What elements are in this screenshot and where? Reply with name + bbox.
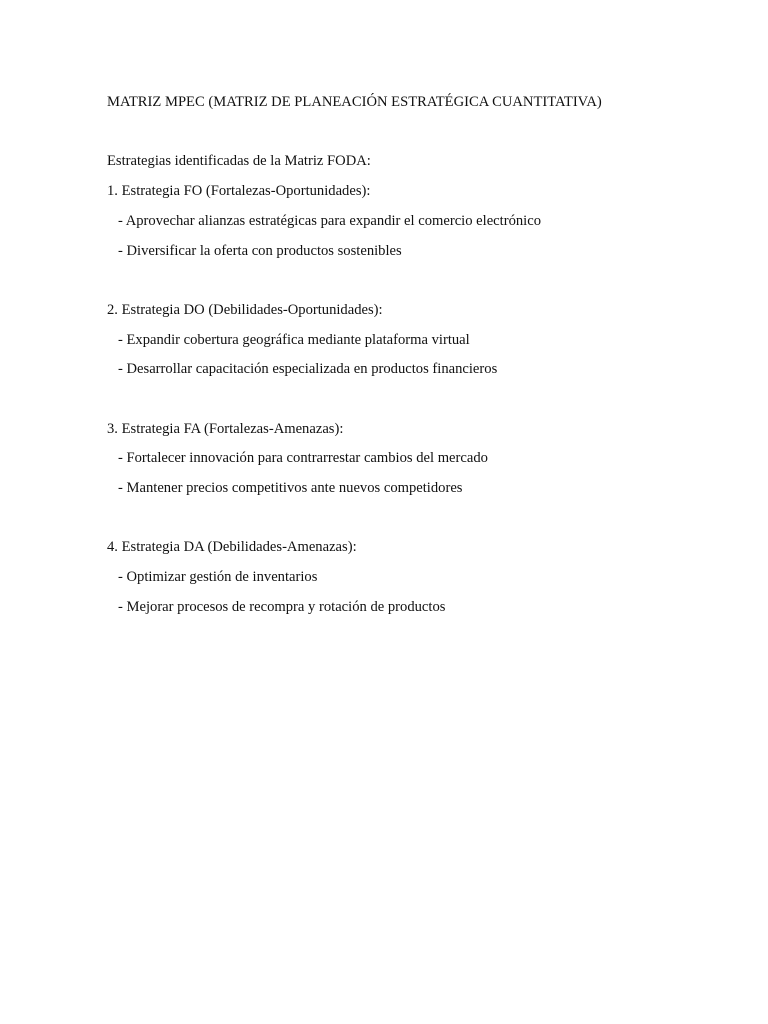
list-item: - Expandir cobertura geográfica mediante plataforma virtual: [118, 331, 470, 348]
blank-line: [107, 385, 707, 415]
list-item: - Aprovechar alianzas estratégicas para expandir el comercio electrónico: [118, 212, 541, 229]
document-body: [107, 88, 707, 623]
list-item: - Diversificar la oferta con productos sostenibles: [118, 242, 402, 259]
section-heading: 1. Estrategia FO (Fortalezas-Oportunidades):: [107, 183, 371, 200]
blank-line: [107, 266, 707, 296]
blank-line: [107, 504, 707, 534]
list-item: - Mantener precios competitivos ante nuevos competidores: [118, 480, 463, 497]
intro-text: Estrategias identificadas de la Matriz FODA:: [107, 153, 371, 170]
section-heading: 3. Estrategia FA (Fortalezas-Amenazas):: [107, 420, 344, 437]
list-item: - Optimizar gestión de inventarios: [118, 569, 318, 586]
section-fa: [107, 415, 707, 504]
section-heading: 2. Estrategia DO (Debilidades-Oportunidades):: [107, 301, 383, 318]
list-item: - Desarrollar capacitación especializada en productos financieros: [118, 361, 498, 378]
section-fo: [107, 177, 707, 266]
document-title: MATRIZ MPEC (MATRIZ DE PLANEACIÓN ESTRATÉGICA CUANTITATIVA): [107, 94, 602, 110]
section-do: [107, 296, 707, 385]
list-item: - Fortalecer innovación para contrarrestar cambios del mercado: [118, 450, 488, 467]
section-heading: 4. Estrategia DA (Debilidades-Amenazas):: [107, 539, 357, 556]
section-da: [107, 533, 707, 622]
list-item: - Mejorar procesos de recompra y rotación de productos: [118, 598, 446, 615]
